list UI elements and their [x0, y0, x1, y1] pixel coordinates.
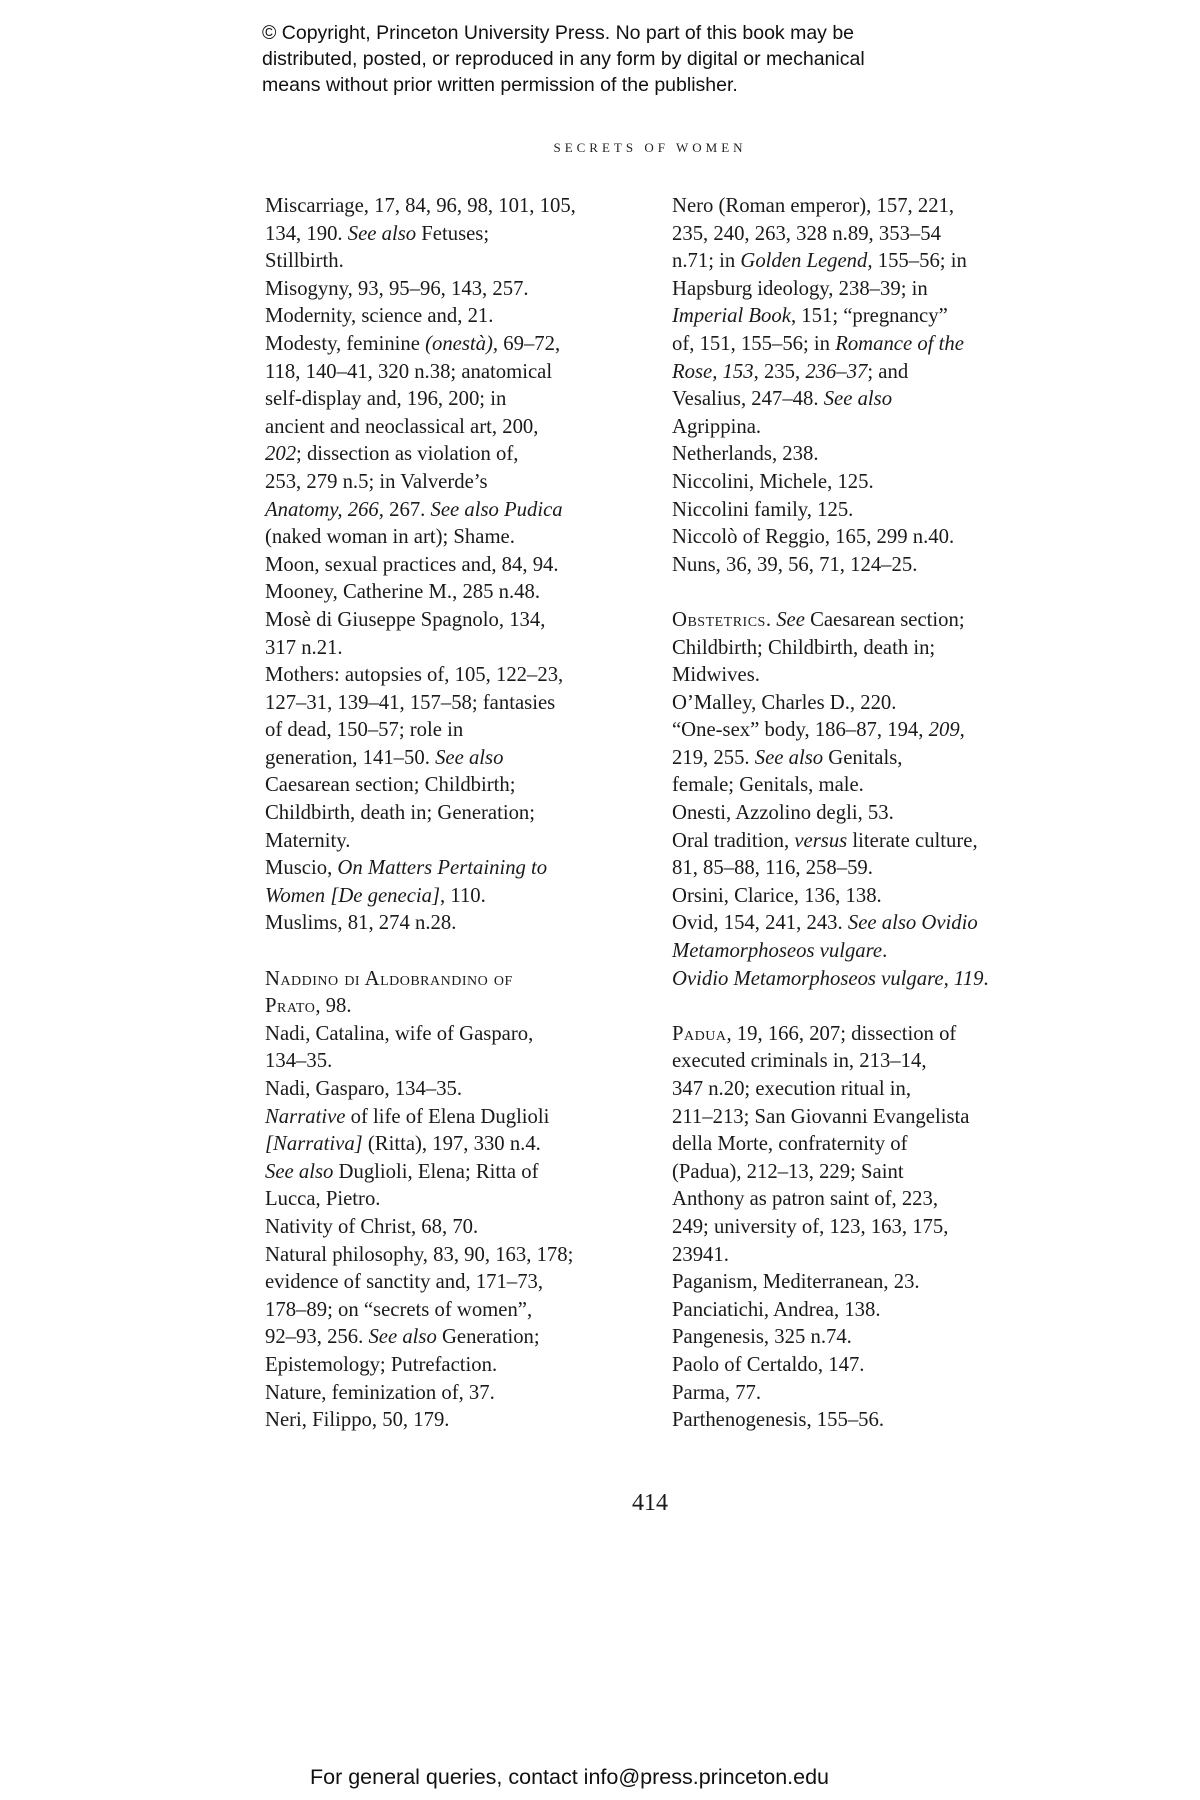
- index-entry-line: “One-sex” body, 186–87, 194, 209,: [672, 719, 965, 742]
- index-entry-line: Nadi, Gasparo, 134–35.: [265, 1078, 463, 1100]
- index-entry-line: 202; dissection as violation of,: [265, 443, 519, 466]
- index-entry-line: Niccolini family, 125.: [672, 498, 854, 521]
- index-entry: [672, 800, 1052, 828]
- index-entry-line: Parthenogenesis, 155–56.: [672, 1409, 885, 1432]
- index-entry: [265, 276, 645, 304]
- index-entry-line: Ovid, 154, 241, 243. See also Ovidio: [672, 912, 978, 935]
- index-entry: [265, 1242, 645, 1380]
- section-gap: [672, 993, 1052, 1021]
- index-entry-line: Mothers: autopsies of, 105, 122–23,: [265, 664, 564, 687]
- index-entry-line: Anthony as patron saint of, 223,: [672, 1188, 939, 1211]
- footer-contact: For general queries, contact info@press.princeton.edu: [310, 1765, 830, 1789]
- index-entry-line: O’Malley, Charles D., 220.: [672, 691, 897, 714]
- index-entry: [265, 662, 645, 855]
- index-entry: [265, 1021, 645, 1076]
- index-entry: [265, 1104, 645, 1214]
- index-entry-line: See also Duglioli, Elena; Ritta of: [265, 1160, 539, 1183]
- index-entry-line: Modernity, science and, 21.: [265, 305, 494, 328]
- index-entry-line: Onesti, Azzolino degli, 53.: [672, 802, 894, 825]
- index-entry-line: Nadi, Catalina, wife of Gasparo,: [265, 1022, 534, 1045]
- index-entry-line: ancient and neoclassical art, 200,: [265, 415, 539, 438]
- index-entry: [265, 1076, 645, 1104]
- index-entry: [265, 855, 645, 910]
- index-entry: [672, 552, 1052, 580]
- index-entry: [672, 441, 1052, 469]
- index-entry: [265, 607, 645, 662]
- index-entry-line: Neri, Filippo, 50, 179.: [265, 1409, 450, 1432]
- index-entry-line: Mosè di Giuseppe Spagnolo, 134,: [265, 608, 546, 631]
- index-entry: [672, 966, 1052, 994]
- index-entry-line: [Narrativa] (Ritta), 197, 330 n.4.: [265, 1133, 541, 1156]
- index-entry-line: della Morte, confraternity of: [672, 1133, 908, 1156]
- index-entry: [672, 910, 1052, 965]
- index-entry-line: Maternity.: [265, 829, 351, 852]
- index-entry-line: Padua, 19, 166, 207; dissection of: [672, 1022, 957, 1045]
- index-entry-line: Prato, 98.: [265, 995, 352, 1018]
- index-entry: [672, 1352, 1052, 1380]
- index-entry: [672, 193, 1052, 441]
- index-entry-line: 178–89; on “secrets of women”,: [265, 1298, 533, 1321]
- index-entry: [672, 717, 1052, 800]
- index-entry-line: 134, 190. See also Fetuses;: [265, 222, 490, 245]
- index-entry-line: Caesarean section; Childbirth;: [265, 774, 516, 797]
- index-entry-line: 81, 85–88, 116, 258–59.: [672, 857, 873, 880]
- index-entry: [672, 690, 1052, 718]
- index-entry: [672, 1380, 1052, 1408]
- index-entry-line: Narrative of life of Elena Duglioli: [265, 1105, 550, 1128]
- index-entry-line: executed criminals in, 213–14,: [672, 1050, 927, 1073]
- index-entry-line: Modesty, feminine (onestà), 69–72,: [265, 332, 561, 355]
- index-entry: [265, 1380, 645, 1408]
- index-entry-line: Naddino di Aldobrandino of: [265, 967, 513, 990]
- index-entry-line: Nuns, 36, 39, 56, 71, 124–25.: [672, 553, 918, 576]
- index-entry-line: Midwives.: [672, 664, 760, 687]
- index-entry-line: Panciatichi, Andrea, 138.: [672, 1298, 881, 1321]
- index-entry-line: 127–31, 139–41, 157–58; fantasies: [265, 691, 556, 714]
- index-column-right: [672, 193, 1052, 1435]
- index-entry-line: Parma, 77.: [672, 1381, 762, 1404]
- index-entry-line: Lucca, Pietro.: [265, 1188, 381, 1211]
- index-entry-line: 23941.: [672, 1243, 729, 1266]
- index-entry-line: Obstetrics. See Caesarean section;: [672, 608, 965, 631]
- index-entry-line: Orsini, Clarice, 136, 138.: [672, 884, 882, 907]
- index-entry: [265, 910, 645, 938]
- index-entry: [672, 607, 1052, 690]
- index-entry-line: Hapsburg ideology, 238–39; in: [672, 277, 928, 300]
- index-entry: [265, 193, 645, 276]
- index-entry: [672, 1324, 1052, 1352]
- index-entry-line: Misogyny, 93, 95–96, 143, 257.: [265, 277, 529, 300]
- index-entry: [265, 966, 645, 1021]
- index-entry-line: Agrippina.: [672, 415, 762, 438]
- section-gap: [672, 579, 1052, 607]
- index-entry-line: Nero (Roman emperor), 157, 221,: [672, 195, 955, 217]
- index-entry-line: 134–35.: [265, 1050, 333, 1073]
- index-entry-line: Natural philosophy, 83, 90, 163, 178;: [265, 1243, 574, 1266]
- copyright-notice: [262, 20, 982, 98]
- index-entry-line: 317 n.21.: [265, 636, 343, 659]
- index-entry-line: Nativity of Christ, 68, 70.: [265, 1215, 479, 1238]
- index-entry-line: Nature, feminization of, 37.: [265, 1381, 495, 1404]
- index-column-left: [265, 193, 645, 1435]
- index-entry-line: Stillbirth.: [265, 250, 344, 273]
- index-entry: [672, 1021, 1052, 1269]
- index-entry-line: 235, 240, 263, 328 n.89, 353–54: [672, 222, 941, 245]
- page-number: 414: [632, 1490, 668, 1516]
- index-entry-line: Childbirth; Childbirth, death in;: [672, 636, 936, 659]
- index-entry-line: Imperial Book, 151; “pregnancy”: [672, 305, 948, 328]
- index-entry: [672, 524, 1052, 552]
- index-entry-line: Miscarriage, 17, 84, 96, 98, 101, 105,: [265, 195, 576, 217]
- index-entry-line: 253, 279 n.5; in Valverde’s: [265, 470, 488, 493]
- index-entry-line: (Padua), 212–13, 229; Saint: [672, 1160, 904, 1183]
- index-entry: [672, 1297, 1052, 1325]
- index-entry-line: evidence of sanctity and, 171–73,: [265, 1271, 544, 1294]
- index-entry-line: Muslims, 81, 274 n.28.: [265, 912, 457, 935]
- index-entry-line: Pangenesis, 325 n.74.: [672, 1326, 852, 1349]
- copyright-line: distributed, posted, or reproduced in any form by digital or mechanical: [262, 48, 865, 70]
- index-entry: [672, 497, 1052, 525]
- index-entry-line: 92–93, 256. See also Generation;: [265, 1326, 540, 1349]
- index-entry-line: generation, 141–50. See also: [265, 746, 504, 769]
- index-entry-line: 219, 255. See also Genitals,: [672, 746, 903, 769]
- index-entry: [265, 552, 645, 580]
- index-entry-line: Netherlands, 238.: [672, 443, 819, 466]
- index-entry: [672, 1407, 1052, 1435]
- index-entry-line: Oral tradition, versus literate culture,: [672, 829, 978, 852]
- index-entry-line: Mooney, Catherine M., 285 n.48.: [265, 581, 541, 604]
- section-gap: [265, 938, 645, 966]
- index-entry-line: 347 n.20; execution ritual in,: [672, 1078, 912, 1100]
- index-entry-line: 211–213; San Giovanni Evangelista: [672, 1105, 970, 1128]
- index-entry-line: Paganism, Mediterranean, 23.: [672, 1271, 920, 1294]
- index-entry-line: Anatomy, 266, 267. See also Pudica: [265, 498, 563, 521]
- index-entry-line: (naked woman in art); Shame.: [265, 526, 515, 549]
- index-entry-line: Childbirth, death in; Generation;: [265, 802, 536, 825]
- index-entry-line: Epistemology; Putrefaction.: [265, 1353, 498, 1376]
- index-entry: [265, 1214, 645, 1242]
- index-entry-line: n.71; in Golden Legend, 155–56; in: [672, 250, 967, 273]
- index-entry-line: 118, 140–41, 320 n.38; anatomical: [265, 360, 553, 383]
- index-entry-line: self-display and, 196, 200; in: [265, 388, 507, 411]
- index-entry: [265, 303, 645, 331]
- index-entry: [265, 331, 645, 552]
- index-entry: [672, 828, 1052, 883]
- index-entry: [672, 469, 1052, 497]
- index-entry: [265, 1407, 645, 1435]
- index-entry: [672, 883, 1052, 911]
- index-entry-line: Metamorphoseos vulgare.: [672, 940, 888, 963]
- index-entry-line: female; Genitals, male.: [672, 774, 864, 797]
- index-entry-line: 249; university of, 123, 163, 175,: [672, 1215, 949, 1238]
- index-entry-line: Ovidio Metamorphoseos vulgare, 119.: [672, 967, 989, 990]
- index-entry-line: of dead, 150–57; role in: [265, 719, 464, 742]
- index-entry-line: Muscio, On Matters Pertaining to: [265, 857, 548, 880]
- index-entry-line: Vesalius, 247–48. See also: [672, 388, 893, 411]
- index-entry-line: Paolo of Certaldo, 147.: [672, 1353, 865, 1376]
- index-entry-line: of, 151, 155–56; in Romance of the: [672, 332, 964, 355]
- index-entry-line: Women [De genecia], 110.: [265, 884, 486, 907]
- index-entry-line: Rose, 153, 235, 236–37; and: [672, 360, 909, 383]
- index-entry-line: Moon, sexual practices and, 84, 94.: [265, 553, 559, 576]
- index-entry: [265, 579, 645, 607]
- copyright-line: means without prior written permission of the publisher.: [262, 74, 738, 96]
- index-entry: [672, 1269, 1052, 1297]
- copyright-line: © Copyright, Princeton University Press. No part of this book may be: [262, 22, 855, 44]
- index-entry-line: Niccolò of Reggio, 165, 299 n.40.: [672, 526, 955, 549]
- index-entry-line: Niccolini, Michele, 125.: [672, 470, 874, 493]
- running-head: SECRETS OF WOMEN: [553, 140, 747, 155]
